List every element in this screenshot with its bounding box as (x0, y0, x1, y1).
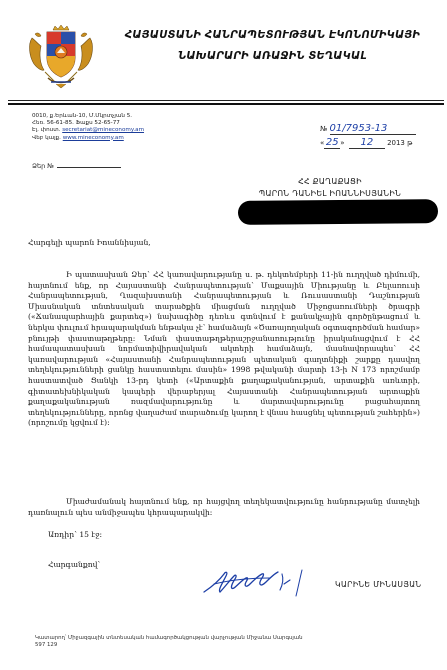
email-row (32, 127, 144, 134)
email-link[interactable]: secretariat@mineconomy.am (62, 127, 145, 134)
postal-address: 0010, ք.Երևան-10, Մ.Մկրտչյան 5. (32, 113, 133, 119)
executor-note (35, 635, 303, 649)
date-day-underline (324, 137, 340, 149)
addressee-block (230, 176, 430, 200)
date-day: 25 (325, 137, 339, 148)
your-reference-label: Ձեր № (32, 162, 55, 170)
closing-regards: Հարգանքով՝ (48, 560, 101, 569)
ministry-name: ՀԱՅԱՍՏԱՆԻ ՀԱՆՐԱՊԵՏՈՒԹՅԱՆ ԷԿՈՆՈՄԻԿԱՅԻ (124, 30, 421, 41)
your-reference (32, 162, 121, 170)
number-underline (330, 123, 416, 135)
registration-number-row (320, 123, 416, 137)
your-reference-line (57, 167, 121, 168)
addressee-line1: ՀՀ ՔԱՂԱՔԱՑԻ (298, 177, 362, 186)
redaction-mark (238, 199, 438, 225)
website-link[interactable]: www.mineconomy.am (62, 134, 124, 141)
email-label: Էլ. փոստ. (32, 127, 61, 134)
executor-phone: 597 129 (35, 642, 58, 648)
contact-block (32, 113, 144, 142)
addressee-line2: ՊԱՐՈՆ ԴԱՆԻԵԼ ԻՈԱՆՆԻՍՅԱՆԻՆ (258, 189, 402, 198)
registration-number: 01/7953-13 (329, 123, 388, 134)
header-divider-thin (8, 100, 444, 101)
armenian-coat-of-arms-emblem (26, 24, 96, 90)
signer-name: ԿԱՐԻՆԵ ՄԻՆԱՍՅԱՆ (335, 580, 422, 589)
enclosure-note: Առդիր՝ 15 էջ: (48, 530, 103, 539)
letterhead (100, 30, 445, 62)
website-label: Վեբ կայք. (32, 134, 61, 141)
handwritten-signature (200, 566, 320, 598)
body-paragraph-1: Ի պատասխան Ձեր՝ ՀՀ կառավարությանը ս. թ. դեկտեմբերի 11-ին ուղղված դիմումի, հայտնում ենք, որ Հայաստանի Հանրապետության՝ Մաքսային Միությանը և Բելառուսի Հանրապետության, Ղազախստանի Հանրապետության և Ռուսաստանի Դաշնության Միասնական տնտեսական տարածքին միացման ուղղված Միջոցառումների ծրագրի («Ճանապարհային քարտեզ») նախագիծը դեռևս գտնվում է քանակչային գործընթացում և ներկա փուլում հրապարակման ենթակա չէ՝ համաձայն «Ծառայողական օգտագործման համար» բնույթի փաստաթղթերը: Նման փաստաթղթերաշրջանառությունը իրականացվում է ՀՀ համապատասխան նորմատիվիրավական ակտերի համաձայն, մասնավորապես՝ ՀՀ կառավարության «Հայաստանի Հանրապետության պետական գաղտնիքի շարքը դասվող տեղեկությունների ցանկը հաստատելու մասին» 1998 թվականի մարտի 13-ի N 173 որոշմամբ հաստատված Ցանկի 13-րդ կետի («Արտաքին քաղաքականության, արտաքին առևտրի, գիտատեխնիկական կապերի վերաբերյալ Հայաստանի Հանրապետության արտաքին քաղաքականության ռազմավարությունը և մարտավարությունը բացահայտող տեղեկությունները, որոնց վաղաժամ տարածումը կարող է վնաս հասցնել պետության շահերին») (որոշումը կցվում է): (28, 270, 420, 428)
date-month: 12 (360, 137, 374, 148)
header-divider-thick (8, 103, 444, 105)
salutation: Հարգելի պարոն Իոաննիսյան, (28, 238, 151, 247)
number-sign: № (320, 125, 328, 133)
website-row (32, 135, 144, 142)
body-paragraph-2: Միաժամանակ հայտնում ենք, որ հայցվող տեղեկատվությունը հանրությանը մատչելի դառնալուն պես անմիջապես կհրապարակվի: (28, 497, 420, 517)
registration-date-row: « 25 » 12 2013 թ (320, 137, 413, 148)
office-title: ՆԱԽԱՐԱՐԻ ԱՌԱՋԻՆ ՏԵՂԱԿԱԼ (178, 51, 367, 62)
phone-fax: Հեռ. 56-61-85. Ֆաքս 52-65-77 (32, 120, 120, 127)
registration-block (320, 123, 416, 151)
date-year: 2013 թ (387, 139, 413, 147)
executor-line: Կատարող՝ Միջազգային տնտեսական համագործակցության վարչության Միջանա Սարգսյան (35, 635, 303, 641)
date-month-underline (349, 137, 385, 149)
